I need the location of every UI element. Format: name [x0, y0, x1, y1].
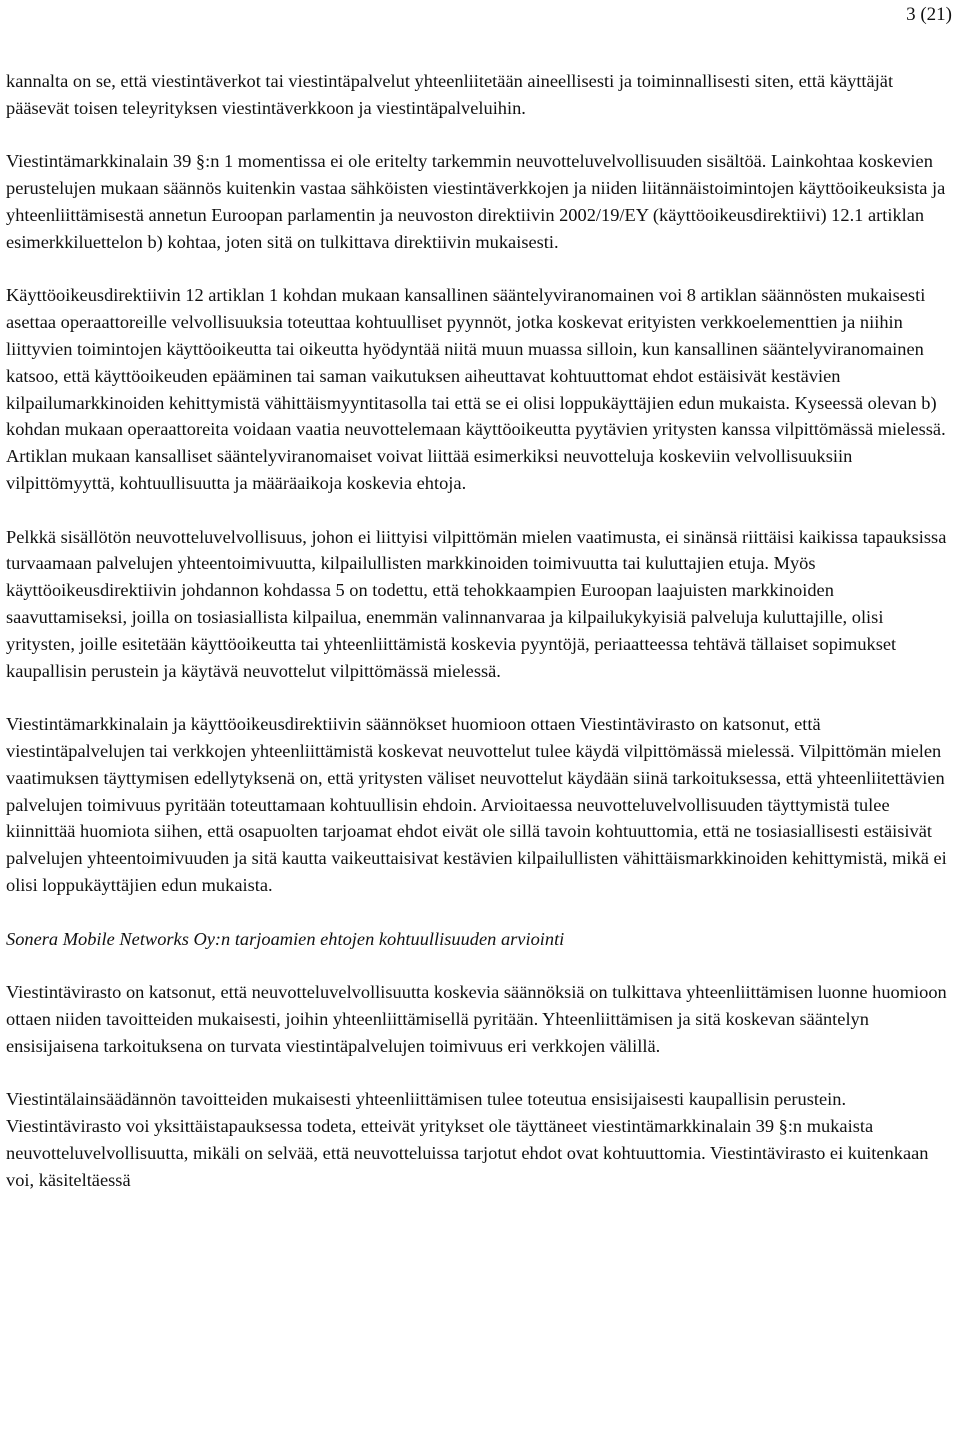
body-paragraph: Viestintälainsäädännön tavoitteiden mukaisesti yhteenliittämisen tulee toteutua ensisijaisesti kaupallisin perustein. Viestintävirasto voi yksittäistapauksessa todeta, etteivät yritykset ole täyttäneet viestintämarkkinalain 39 §:n mukaista neuvotteluvelvollisuutta, mikäli on selvää, että neuvotteluissa tarjotut ehdot ovat kohtuuttomia. Viestintävirasto ei kuitenkaan voi, käsiteltäessä: [6, 1089, 929, 1190]
section-heading: Sonera Mobile Networks Oy:n tarjoamien ehtojen kohtuullisuuden arviointi: [6, 928, 565, 949]
page-number: 3 (21): [906, 4, 952, 25]
body-paragraph: Pelkkä sisällötön neuvotteluvelvollisuus, johon ei liittyisi vilpittömän mielen vaatimusta, ei sinänsä riittäisi kaikissa tapauksissa turvaamaan palvelujen yhteentoimivuutta, kilpailullisten markkinoiden toimivuutta tai kuluttajien etuja. Myös käyttöoikeusdirektiivin johdannon kohdassa 5 on todettu, että tehokkaampien Euroopan laajuisten markkinoiden saavuttamiseksi, joilla on tosiasiallista kilpailua, enemmän valinnanvaraa ja kilpailukykyisiä palveluja kuluttajille, olisi yritysten, joille esitetään käyttöoikeutta tai yhteenliittämistä koskevia pyyntöjä, periaatteessa tehtävä tällaiset sopimukset kaupallisin perustein ja käytävä neuvottelut vilpittömässä mielessä.: [6, 526, 947, 681]
body-paragraph: Käyttöoikeusdirektiivin 12 artiklan 1 kohdan mukaan kansallinen sääntelyviranomainen voi 8 artiklan säännösten mukaisesti asettaa operaattoreille velvollisuuksia toteuttaa kohtuulliset pyynnöt, jotka koskevat erityisten verkkoelementtien ja niihin liittyvien toimintojen käyttöoikeutta tai oikeutta hyödyntää niitä muun muassa silloin, kun kansallinen sääntelyviranomainen katsoo, että käyttöoikeuden epääminen tai saman vaikutuksen aiheuttavat kohtuuttomat ehdot estäisivät kestävien kilpailumarkkinoiden kehittymistä vähittäismyyntitasolla tai että se ei olisi loppukäyttäjien edun mukaista. Kyseessä olevan b) kohdan mukaan operaattoreita voidaan vaatia neuvottelemaan käyttöoikeutta pyytävien yritysten kanssa vilpittömässä mielessä. Artiklan mukaan kansalliset sääntelyviranomaiset voivat liittää esimerkiksi neuvotteluja koskeviin velvollisuuksiin vilpittömyyttä, kohtuullisuutta ja määräaikoja koskevia ehtoja.: [6, 285, 946, 493]
body-paragraph: kannalta on se, että viestintäverkot tai viestintäpalvelut yhteenliitetään aineellisesti ja toiminnallisesti siten, että käyttäjät pääsevät toisen teleyrityksen viestintäverkkoon ja viestintäpalveluihin.: [6, 71, 894, 118]
body-paragraph: Viestintämarkkinalain ja käyttöoikeusdirektiivin säännökset huomioon ottaen Viestintävirasto on katsonut, että viestintäpalvelujen tai verkkojen yhteenliittämistä koskevat neuvottelut tulee käydä vilpittömässä mielessä. Vilpittömän mielen vaatimuksen täyttymisen edellytyksenä on, että yritysten väliset neuvottelut käydään siinä tarkoituksessa, että yhteenliitettävien palvelujen toimivuus pyritään toteuttamaan kohtuullisin ehdoin. Arvioitaessa neuvotteluvelvollisuuden täyttymistä tulee kiinnittää huomiota siihen, että osapuolten tarjoamat ehdot eivät ole sillä tavoin kohtuuttomia, että ne tosiasiallisesti estäisivät palvelujen yhteentoimivuuden ja sitä kautta vaikeuttaisivat kestävien kilpailullisten vähittäismarkkinoiden kehittymistä, mikä ei olisi loppukäyttäjien edun mukaista.: [6, 714, 947, 895]
body-paragraph: Viestintävirasto on katsonut, että neuvotteluvelvollisuutta koskevia säännöksiä on tulkittava yhteenliittämisen luonne huomioon ottaen niiden tavoitteiden mukaisesti, joihin yhteenliittämisellä pyritään. Yhteenliittämisen ja sitä koskevan sääntelyn ensisijaisena tarkoituksena on turvata viestintäpalvelujen toimivuus eri verkkojen välillä.: [6, 982, 947, 1056]
document-body: [6, 68, 956, 1220]
body-paragraph: Viestintämarkkinalain 39 §:n 1 momentissa ei ole eritelty tarkemmin neuvotteluvelvollisuuden sisältöä. Lainkohtaa koskevien perustelujen mukaan säännös kuitenkin vastaa sähköisten viestintäverkkojen ja niiden liitännäistoimintojen käyttöoikeuksista ja yhteenliittämisestä annetun Euroopan parlamentin ja neuvoston direktiivin 2002/19/EY (käyttöoikeusdirektiivi) 12.1 artiklan esimerkkiluettelon b) kohtaa, joten sitä on tulkittava direktiivin mukaisesti.: [6, 151, 946, 252]
